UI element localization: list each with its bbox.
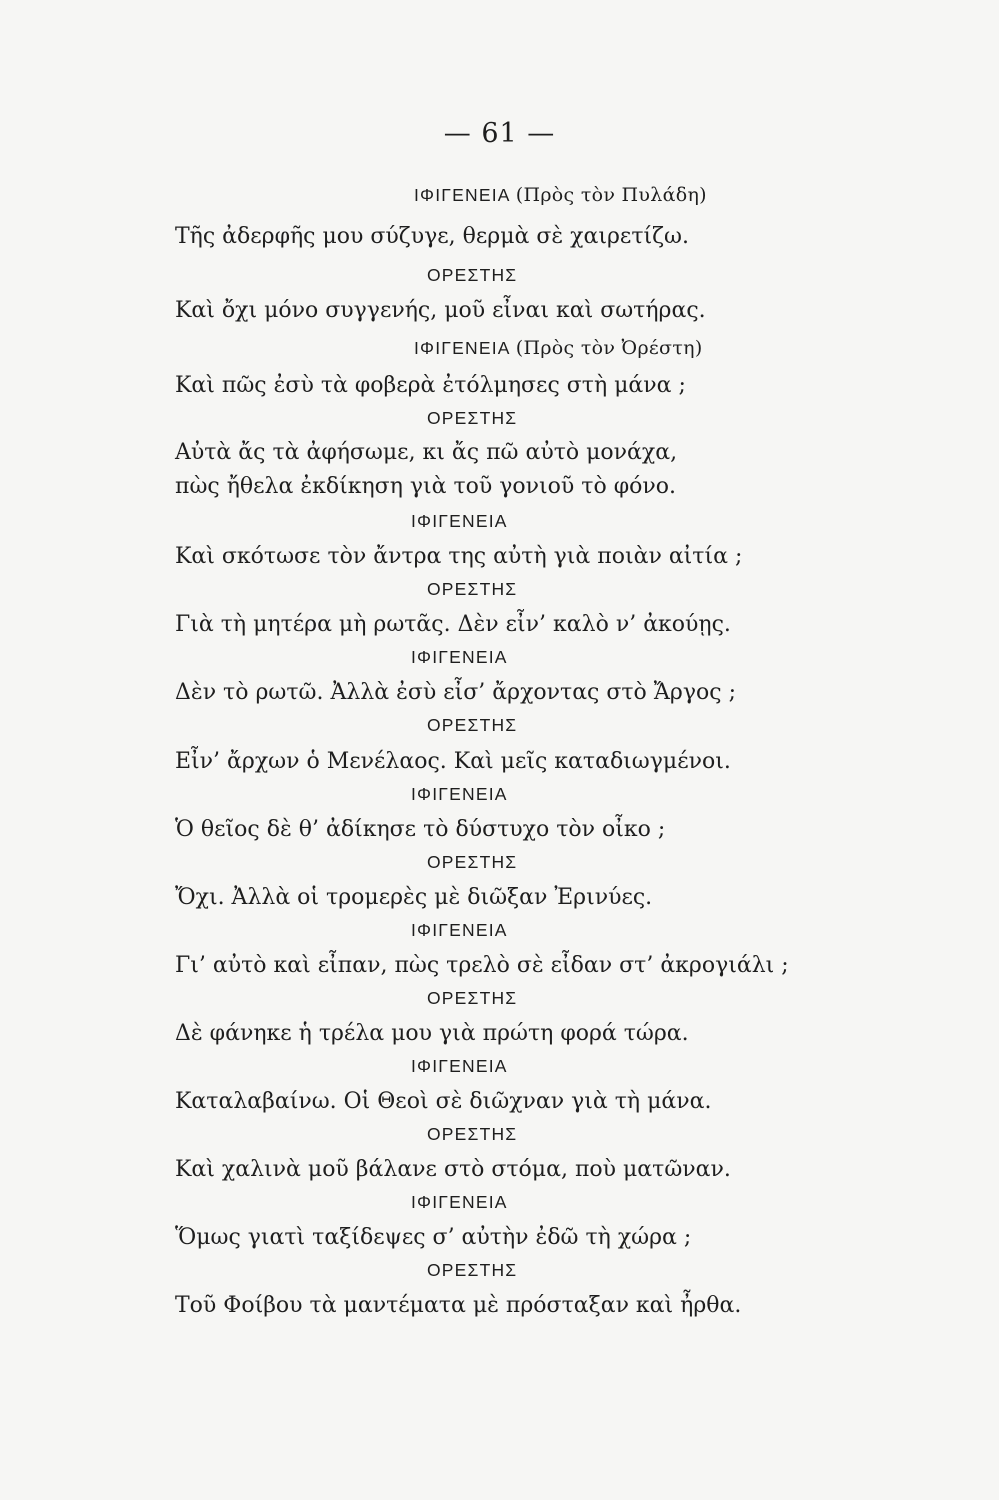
verse-line: Δὲν τὸ ρωτῶ. Ἀλλὰ ἐσὺ εἶσ’ ἄρχοντας στὸ Ἄργος ; (175, 680, 736, 705)
verse-line: Καὶ ὄχι μόνο συγγενής, μοῦ εἶναι καὶ σωτήρας. (175, 298, 706, 323)
speaker-label: ΙΦΙΓΕΝΕΙΑ (411, 1056, 508, 1076)
speaker-label: ΟΡΕΣΤΗΣ (427, 715, 518, 735)
verse-line: πὼς ἤθελα ἐκδίκηση γιὰ τοῦ γονιοῦ τὸ φόνο. (175, 474, 676, 499)
page-number: — 61 — (443, 118, 556, 149)
verse-line: Ὅμως γιατὶ ταξίδεψες σ’ αὐτὴν ἐδῶ τὴ χώρα ; (175, 1225, 692, 1250)
speaker-label: ΟΡΕΣΤΗΣ (427, 1124, 518, 1144)
speaker-label: ΟΡΕΣΤΗΣ (427, 579, 518, 599)
speaker-label: ΙΦΙΓΕΝΕΙΑ (411, 920, 508, 940)
verse-line: Αὐτὰ ἄς τὰ ἀφήσωμε, κι ἄς πῶ αὐτὸ μονάχα, (175, 440, 678, 465)
speaker-label: ΟΡΕΣΤΗΣ (427, 1260, 518, 1280)
stage-direction: (Πρὸς τὸν Πυλάδη) (515, 184, 707, 206)
speaker-label: ΟΡΕΣΤΗΣ (427, 265, 518, 285)
speaker-label: ΙΦΙΓΕΝΕΙΑ (411, 784, 508, 804)
speaker-name: ΙΦΙΓΕΝΕΙΑ (414, 185, 510, 205)
verse-line: Γιὰ τὴ μητέρα μὴ ρωτᾶς. Δὲν εἶν’ καλὸ ν’ ἀκούῃς. (175, 612, 731, 637)
stage-direction: (Πρὸς τὸν Ὀρέστη) (515, 337, 703, 359)
speaker-label: ΙΦΙΓΕΝΕΙΑ (411, 647, 508, 667)
verse-line: Καὶ πῶς ἐσὺ τὰ φοβερὰ ἐτόλμησες στὴ μάνα ; (175, 373, 686, 398)
verse-line: Καὶ χαλινὰ μοῦ βάλανε στὸ στόμα, ποὺ ματῶναν. (175, 1157, 731, 1182)
verse-line: Ὁ θεῖος δὲ θ’ ἀδίκησε τὸ δύστυχο τὸν οἶκο ; (175, 817, 666, 842)
speaker-label (414, 339, 703, 358)
speaker-label: ΙΦΙΓΕΝΕΙΑ (411, 511, 508, 531)
verse-line: Εἶν’ ἄρχων ὁ Μενέλαος. Καὶ μεῖς καταδιωγμένοι. (175, 749, 731, 774)
speaker-label: ΟΡΕΣΤΗΣ (427, 408, 518, 428)
verse-line: Τοῦ Φοίβου τὰ μαντέματα μὲ πρόσταξαν καὶ ἦρθα. (175, 1293, 742, 1318)
speaker-label: ΟΡΕΣΤΗΣ (427, 852, 518, 872)
verse-line: Γι’ αὐτὸ καὶ εἶπαν, πὼς τρελὸ σὲ εἶδαν στ’ ἀκρογιάλι ; (175, 953, 789, 978)
verse-line: Δὲ φάνηκε ἡ τρέλα μου γιὰ πρώτη φορά τώρα. (175, 1021, 689, 1046)
verse-line: Τῆς ἀδερφῆς μου σύζυγε, θερμὰ σὲ χαιρετίζω. (175, 224, 689, 249)
speaker-label: ΙΦΙΓΕΝΕΙΑ (411, 1192, 508, 1212)
verse-line: Καὶ σκότωσε τὸν ἄντρα της αὐτὴ γιὰ ποιὰν αἰτία ; (175, 544, 743, 569)
verse-line: Καταλαβαίνω. Οἱ Θεοὶ σὲ διῶχναν γιὰ τὴ μάνα. (175, 1089, 712, 1114)
speaker-label: ΟΡΕΣΤΗΣ (427, 988, 518, 1008)
speaker-name: ΙΦΙΓΕΝΕΙΑ (414, 338, 510, 358)
verse-line: Ὄχι. Ἀλλὰ οἱ τρομερὲς μὲ διῶξαν Ἐρινύες. (175, 885, 653, 910)
speaker-label (414, 186, 707, 205)
